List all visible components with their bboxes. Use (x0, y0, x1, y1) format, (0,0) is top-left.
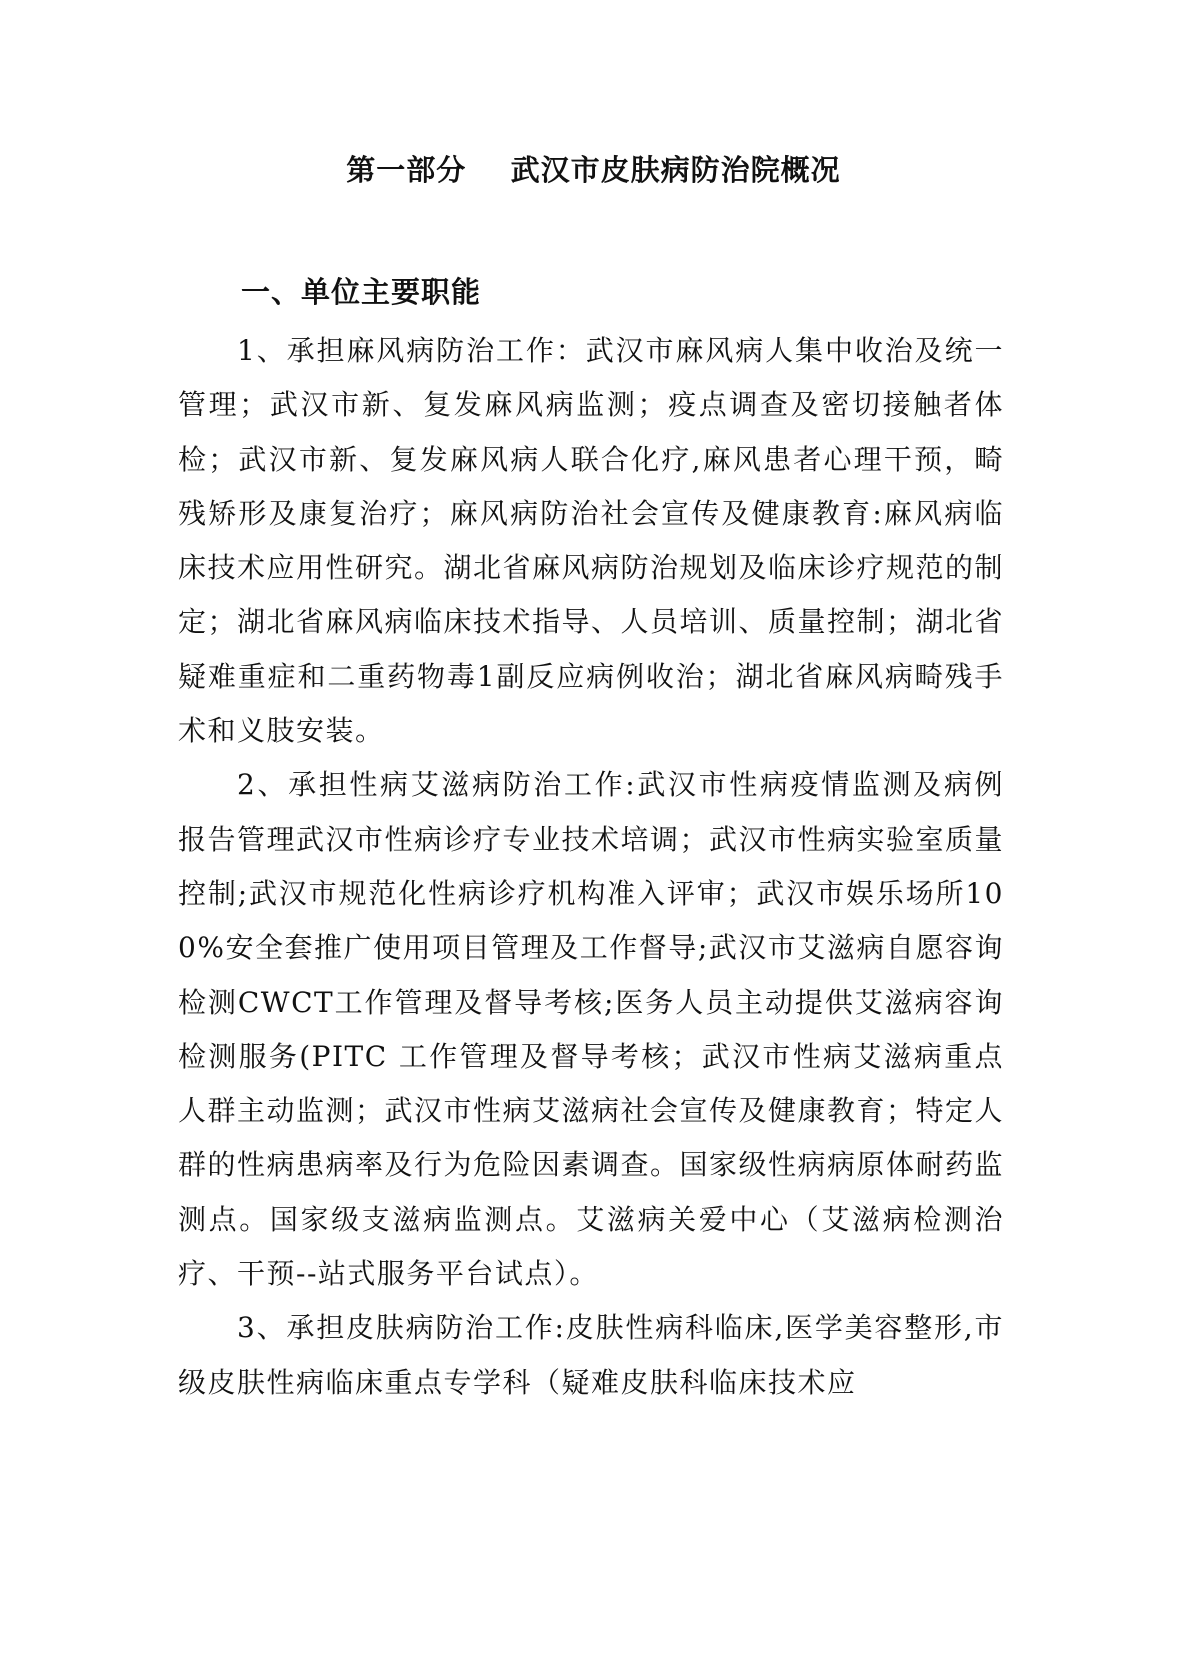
paragraph-2: 2、承担性病艾滋病防治工作:武汉市性病疫情监测及病例报告管理武汉市性病诊疗专业技术培调；武汉市性病实验室质量控制;武汉市规范化性病诊疗机构准入评审；武汉市娱乐场所100%安全套推广使用项目管理及工作督导;武汉市艾滋病自愿容询检测CWCT工作管理及督导考核;医务人员主动提供艾滋病容询检测服务(PITC 工作管理及督导考核；武汉市性病艾滋病重点人群主动监测；武汉市性病艾滋病社会宣传及健康教育；特定人群的性病患病率及行为危险因素调查。国家级性病病原体耐药监测点。国家级支滋病监测点。艾滋病关爱中心（艾滋病检测治疗、干预--站式服务平台试点）。 (178, 768, 1005, 1291)
paragraph-3: 3、承担皮肤病防治工作:皮肤性病科临床,医学美容整形,市级皮肤性病临床重点专学科（疑难皮肤科临床技术应 (178, 1311, 1004, 1399)
page-title: 第一部分 武汉市皮肤病防治院概况 (346, 153, 841, 187)
paragraph-1: 1、承担麻风病防治工作：武汉市麻风病人集中收治及统一管理；武汉市新、复发麻风病监测；疫点调查及密切接触者体检；武汉市新、复发麻风病人联合化疗,麻风患者心理干预，畸残矫形及康复治疗；麻风病防治社会宣传及健康教育:麻风病临床技术应用性研究。湖北省麻风病防治规划及临床诊疗规范的制定；湖北省麻风病临床技术指导、人员培训、质量控制；湖北省疑难重症和二重药物毒1副反应病例收治；湖北省麻风病畸残手术和义肢安装。 (178, 334, 1005, 748)
body-text (178, 324, 1004, 1410)
section-heading: 一、单位主要职能 (241, 275, 482, 309)
